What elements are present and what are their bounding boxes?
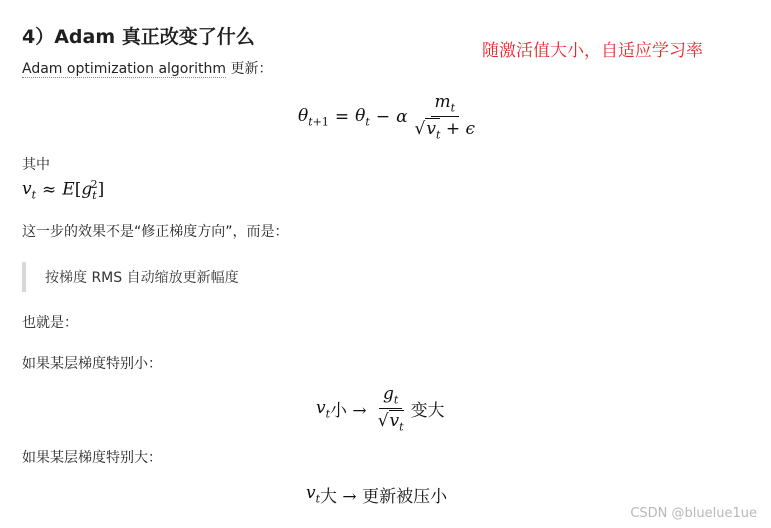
label-where: 其中 xyxy=(22,157,50,173)
blockquote xyxy=(22,262,375,292)
intro-line xyxy=(22,58,272,78)
small-gradient-formula: $v_t$ 小 → $\frac{g_t}{√v_t}$ 变大 xyxy=(316,384,445,434)
large-gradient-formula: $v_t$ 大 → 更新被压小 xyxy=(306,483,448,507)
large-text: 大 → 更新被压小 xyxy=(320,487,448,507)
intro-suffix: 更新： xyxy=(226,61,273,77)
adam-update-formula: $\theta_{t+1}$ = $\theta_t$ − α $\frac{m_t}{√v_t + \epsilon}$ xyxy=(298,92,476,142)
vt-definition-formula: $v_t$ ≈ $E[g_t^2]$ xyxy=(22,178,105,203)
blockquote-text: 按梯度 RMS 自动缩放更新幅度 xyxy=(45,270,239,286)
watermark: CSDN @bluelue1ue xyxy=(630,506,757,521)
small-right-text: 变大 xyxy=(410,401,445,422)
that-is-text: 也就是： xyxy=(22,315,78,331)
section-heading: 4）Adam 真正改变了什么 xyxy=(22,26,255,48)
adam-link[interactable]: Adam optimization algorithm xyxy=(22,61,227,77)
annotation-note: 随激活值大小，自适应学习率 xyxy=(482,41,703,61)
effect-text: 这一步的效果不是“修正梯度方向”，而是： xyxy=(22,224,289,240)
case-small-text: 如果某层梯度特别小： xyxy=(22,356,162,372)
case-large-text: 如果某层梯度特别大： xyxy=(22,450,162,466)
small-left-text: 小 → xyxy=(330,401,367,422)
